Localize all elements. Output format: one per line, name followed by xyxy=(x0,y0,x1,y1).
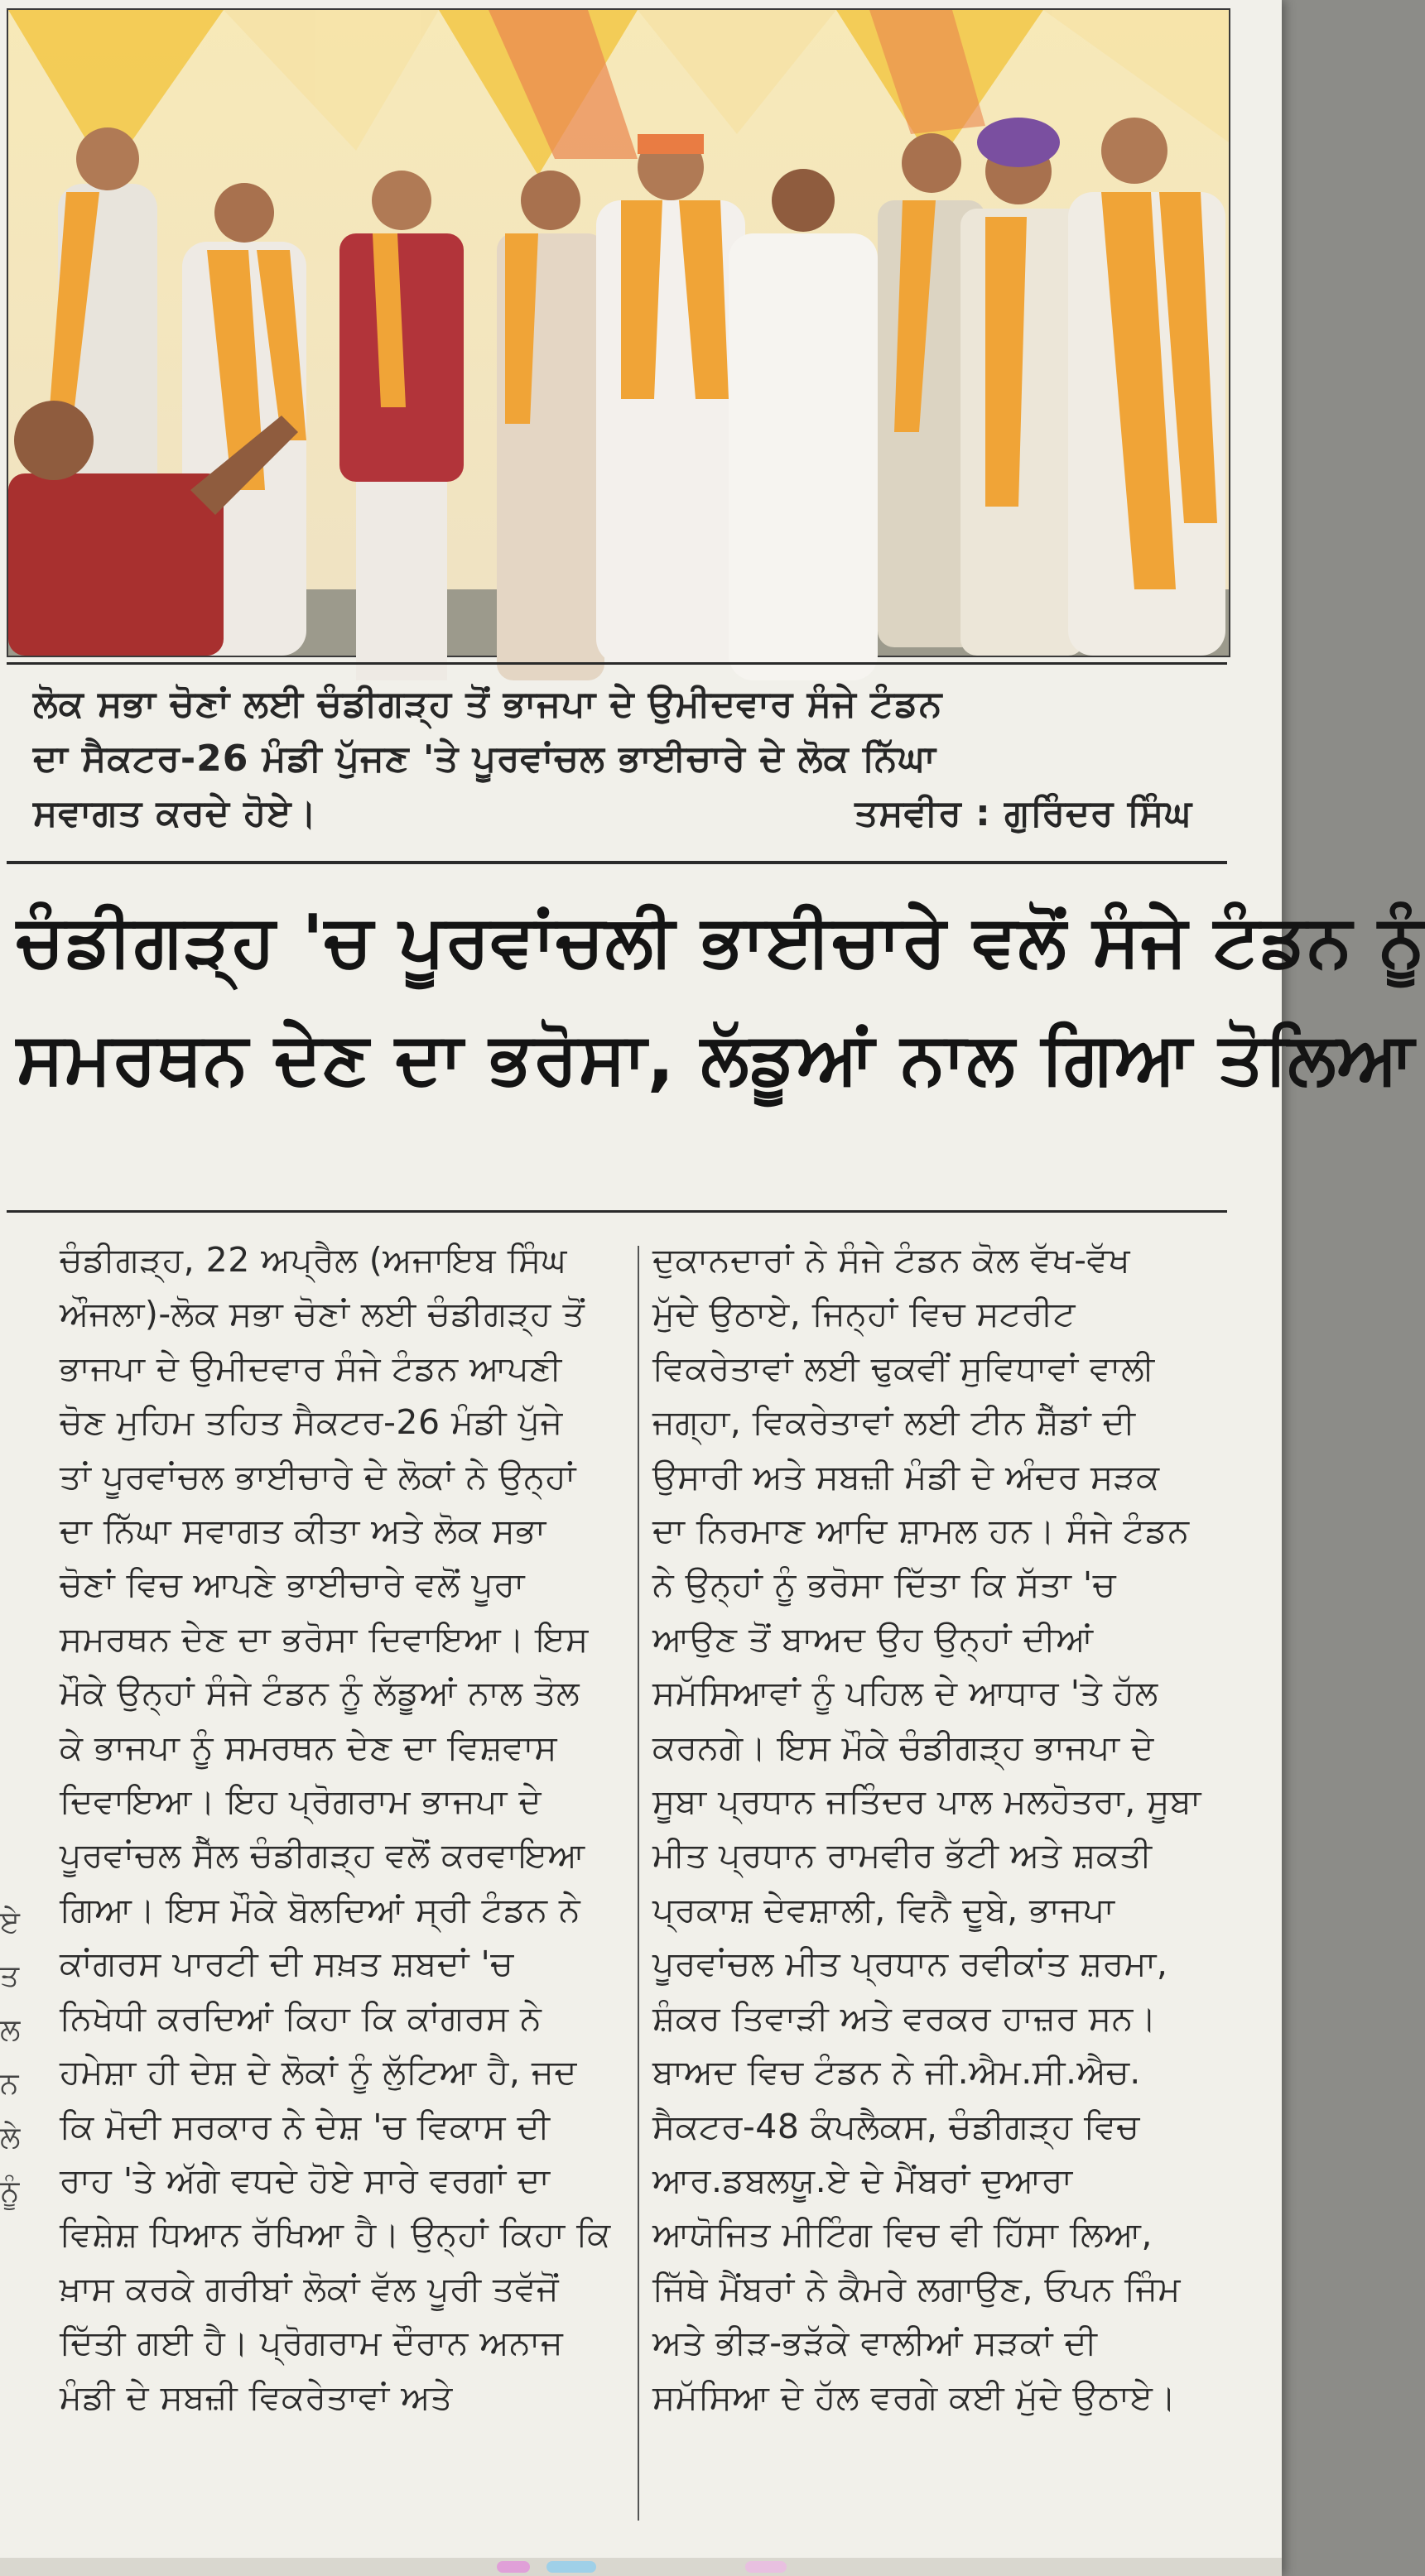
body-line: ਕੇ ਭਾਜਪਾ ਨੂੰ ਸਮਰਥਨ ਦੇਣ ਦਾ ਵਿਸ਼ਵਾਸ xyxy=(60,1727,558,1767)
edge-fragment: ਤ xyxy=(0,1959,20,1993)
color-mark xyxy=(546,2561,596,2573)
body-line: ਨਿਖੇਧੀ ਕਰਦਿਆਂ ਕਿਹਾ ਕਿ ਕਾਂਗਰਸ ਨੇ xyxy=(60,1997,542,2038)
body-line: ਨੇ ਉਨ੍ਹਾਂ ਨੂੰ ਭਰੋਸਾ ਦਿੱਤਾ ਕਿ ਸੱਤਾ 'ਚ xyxy=(652,1564,1116,1605)
body-line: ਭਾਜਪਾ ਦੇ ਉਮੀਦਵਾਰ ਸੰਜੇ ਟੰਡਨ ਆਪਣੀ xyxy=(60,1348,562,1388)
body-line: ਤਾਂ ਪੂਰਵਾਂਚਲ ਭਾਈਚਾਰੇ ਦੇ ਲੋਕਾਂ ਨੇ ਉਨ੍ਹਾਂ xyxy=(60,1456,576,1497)
body-line: ਦੁਕਾਨਦਾਰਾਂ ਨੇ ਸੰਜੇ ਟੰਡਨ ਕੋਲ ਵੱਖ-ਵੱਖ xyxy=(652,1240,1131,1280)
column-divider xyxy=(638,1246,639,2521)
body-line: ਆਯੋਜਿਤ ਮੀਟਿੰਗ ਵਿਚ ਵੀ ਹਿੱਸਾ ਲਿਆ, xyxy=(652,2214,1153,2255)
edge-fragment: ਲੇ xyxy=(0,2121,21,2155)
news-photo-illustration xyxy=(8,10,1229,656)
body-line: ਰਾਹ 'ਤੇ ਅੱਗੇ ਵਧਦੇ ਹੋਏ ਸਾਰੇ ਵਰਗਾਂ ਦਾ xyxy=(60,2160,551,2200)
body-line: ਦਾ ਨਿਰਮਾਣ ਆਦਿ ਸ਼ਾਮਲ ਹਨ। ਸੰਜੇ ਟੰਡਨ xyxy=(652,1511,1190,1551)
headline xyxy=(17,882,1425,1117)
caption-line: ਦਾ ਸੈਕਟਰ-26 ਮੰਡੀ ਪੁੱਜਣ 'ਤੇ ਪੂਰਵਾਂਚਲ ਭਾਈਚਾਰੇ ਦੇ ਲੋਕ ਨਿੱਘਾ xyxy=(33,738,936,780)
body-line: ਸਮੱਸਿਆ ਦੇ ਹੱਲ ਵਰਗੇ ਕਈ ਮੁੱਦੇ ਉਠਾਏ। xyxy=(652,2377,1177,2417)
photo-caption xyxy=(33,677,1225,841)
body-line: ਜਗ੍ਹਾ, ਵਿਕਰੇਤਾਵਾਂ ਲਈ ਟੀਨ ਸ਼ੈੱਡਾਂ ਦੀ xyxy=(652,1402,1136,1443)
body-line: ਪੂਰਵਾਂਚਲ ਮੀਤ ਪ੍ਰਧਾਨ ਰਵੀਕਾਂਤ ਸ਼ਰਮਾ, xyxy=(652,1944,1168,1984)
edge-fragment: ਨ xyxy=(0,2067,19,2101)
body-line: ਉਸਾਰੀ ਅਤੇ ਸਬਜ਼ੀ ਮੰਡੀ ਦੇ ਅੰਦਰ ਸੜਕ xyxy=(652,1456,1160,1497)
body-line: ਮੰਡੀ ਦੇ ਸਬਜ਼ੀ ਵਿਕਰੇਤਾਵਾਂ ਅਤੇ xyxy=(60,2377,453,2417)
body-line: ਚੰਡੀਗੜ੍ਹ, 22 ਅਪ੍ਰੈਲ (ਅਜਾਇਬ ਸਿੰਘ xyxy=(60,1240,567,1280)
news-photo xyxy=(7,8,1230,657)
body-line: ਦਿਵਾਇਆ। ਇਹ ਪ੍ਰੋਗਰਾਮ ਭਾਜਪਾ ਦੇ xyxy=(60,1781,542,1822)
adjacent-column-fragments xyxy=(0,1896,22,2218)
body-line: ਕਾਂਗਰਸ ਪਾਰਟੀ ਦੀ ਸਖ਼ਤ ਸ਼ਬਦਾਂ 'ਚ xyxy=(60,1944,514,1984)
body-line: ਚੋਣ ਮੁਹਿਮ ਤਹਿਤ ਸੈਕਟਰ-26 ਮੰਡੀ ਪੁੱਜੇ xyxy=(60,1402,563,1443)
body-line: ਪੂਰਵਾਂਚਲ ਸੈੱਲ ਚੰਡੀਗੜ੍ਹ ਵਲੋਂ ਕਰਵਾਇਆ xyxy=(60,1835,585,1876)
page-bottom-edge xyxy=(0,2558,1282,2576)
edge-fragment: ਲ xyxy=(0,2013,21,2047)
body-line: ਦਿੱਤੀ ਗਈ ਹੈ। ਪ੍ਰੋਗਰਾਮ ਦੌਰਾਨ ਅਨਾਜ xyxy=(60,2323,564,2363)
body-line: ਸੈਕਟਰ-48 ਕੰਪਲੈਕਸ, ਚੰਡੀਗੜ੍ਹ ਵਿਚ xyxy=(652,2106,1140,2146)
body-line: ਕਿ ਮੋਦੀ ਸਰਕਾਰ ਨੇ ਦੇਸ਼ 'ਚ ਵਿਕਾਸ ਦੀ xyxy=(60,2106,551,2146)
body-line: ਪ੍ਰਕਾਸ਼ ਦੇਵਸ਼ਾਲੀ, ਵਿਨੈ ਦੂਬੇ, ਭਾਜਪਾ xyxy=(652,1889,1115,1930)
body-line: ਜਿੱਥੇ ਮੈਂਬਰਾਂ ਨੇ ਕੈਮਰੇ ਲਗਾਉਣ, ਓਪਨ ਜਿੰਮ xyxy=(652,2268,1181,2309)
body-line: ਸ਼ੰਕਰ ਤਿਵਾੜੀ ਅਤੇ ਵਰਕਰ ਹਾਜ਼ਰ ਸਨ। xyxy=(652,1997,1157,2038)
color-mark xyxy=(497,2561,530,2573)
photo-rule xyxy=(7,662,1227,665)
edge-fragment: ਏ xyxy=(0,1906,20,1939)
caption-line: ਲੋਕ ਸਭਾ ਚੋਣਾਂ ਲਈ ਚੰਡੀਗੜ੍ਹ ਤੋਂ ਭਾਜਪਾ ਦੇ ਉਮੀਦਵਾਰ ਸੰਜੇ ਟੰਡਨ xyxy=(33,683,943,725)
body-line: ਸਮਰਥਨ ਦੇਣ ਦਾ ਭਰੋਸਾ ਦਿਵਾਇਆ। ਇਸ xyxy=(60,1618,589,1659)
body-line: ਖ਼ਾਸ ਕਰਕੇ ਗਰੀਬਾਂ ਲੋਕਾਂ ਵੱਲ ਪੂਰੀ ਤਵੱਜੋਂ xyxy=(60,2268,560,2309)
headline-line: ਸਮਰਥਨ ਦੇਣ ਦਾ ਭਰੋਸਾ, ਲੱਡੂਆਂ ਨਾਲ ਗਿਆ ਤੋਲਿਆ xyxy=(17,1017,1415,1100)
caption-credit-line xyxy=(33,786,1225,841)
color-mark xyxy=(745,2561,787,2573)
article-column-left xyxy=(60,1233,631,2425)
body-line: ਬਾਅਦ ਵਿਚ ਟੰਡਨ ਨੇ ਜੀ.ਐਮ.ਸੀ.ਐਚ. xyxy=(652,2052,1141,2093)
photo-credit: ਤਸਵੀਰ : ਗੁਰਿੰਦਰ ਸਿੰਘ xyxy=(855,792,1192,834)
caption-rule xyxy=(7,861,1227,864)
body-line: ਆਰ.ਡਬਲਯੂ.ਏ ਦੇ ਮੈਂਬਰਾਂ ਦੁਆਰਾ xyxy=(652,2160,1073,2200)
article-column-right xyxy=(652,1233,1242,2425)
body-line: ਕਰਨਗੇ। ਇਸ ਮੌਕੇ ਚੰਡੀਗੜ੍ਹ ਭਾਜਪਾ ਦੇ xyxy=(652,1727,1154,1767)
headline-rule xyxy=(7,1210,1227,1213)
body-line: ਹਮੇਸ਼ਾ ਹੀ ਦੇਸ਼ ਦੇ ਲੋਕਾਂ ਨੂੰ ਲੁੱਟਿਆ ਹੈ, ਜਦ xyxy=(60,2052,577,2093)
body-line: ਮੁੱਦੇ ਉਠਾਏ, ਜਿਨ੍ਹਾਂ ਵਿਚ ਸਟਰੀਟ xyxy=(652,1294,1076,1334)
body-line: ਵਿਸ਼ੇਸ਼ ਧਿਆਨ ਰੱਖਿਆ ਹੈ। ਉਨ੍ਹਾਂ ਕਿਹਾ ਕਿ xyxy=(60,2214,611,2255)
body-line: ਅਤੇ ਭੀੜ-ਭੜੱਕੇ ਵਾਲੀਆਂ ਸੜਕਾਂ ਦੀ xyxy=(652,2323,1098,2363)
body-line: ਵਿਕਰੇਤਾਵਾਂ ਲਈ ਢੁਕਵੀਂ ਸੁਵਿਧਾਵਾਂ ਵਾਲੀ xyxy=(652,1348,1155,1388)
body-line: ਸਮੱਸਿਆਵਾਂ ਨੂੰ ਪਹਿਲ ਦੇ ਆਧਾਰ 'ਤੇ ਹੱਲ xyxy=(652,1673,1158,1713)
body-line: ਸੂਬਾ ਪ੍ਰਧਾਨ ਜਤਿੰਦਰ ਪਾਲ ਮਲਹੋਤਰਾ, ਸੂਬਾ xyxy=(652,1781,1201,1822)
headline-line: ਚੰਡੀਗੜ੍ਹ 'ਚ ਪੂਰਵਾਂਚਲੀ ਭਾਈਚਾਰੇ ਵਲੋਂ ਸੰਜੇ ਟੰਡਨ ਨੂੰ xyxy=(17,900,1425,983)
body-line: ਚੋਣਾਂ ਵਿਚ ਆਪਣੇ ਭਾਈਚਾਰੇ ਵਲੋਂ ਪੂਰਾ xyxy=(60,1564,525,1605)
edge-fragment: ਨੂੰ xyxy=(0,2175,20,2208)
body-line: ਔਜਲਾ)-ਲੋਕ ਸਭਾ ਚੋਣਾਂ ਲਈ ਚੰਡੀਗੜ੍ਹ ਤੋਂ xyxy=(60,1294,585,1334)
body-line: ਦਾ ਨਿੱਘਾ ਸਵਾਗਤ ਕੀਤਾ ਅਤੇ ਲੋਕ ਸਭਾ xyxy=(60,1511,546,1551)
body-line: ਆਉਣ ਤੋਂ ਬਾਅਦ ਉਹ ਉਨ੍ਹਾਂ ਦੀਆਂ xyxy=(652,1618,1094,1659)
caption-last-line: ਸਵਾਗਤ ਕਰਦੇ ਹੋਏ। xyxy=(33,792,318,834)
body-line: ਗਿਆ। ਇਸ ਮੌਕੇ ਬੋਲਦਿਆਂ ਸ੍ਰੀ ਟੰਡਨ ਨੇ xyxy=(60,1889,581,1930)
body-line: ਮੌਕੇ ਉਨ੍ਹਾਂ ਸੰਜੇ ਟੰਡਨ ਨੂੰ ਲੱਡੂਆਂ ਨਾਲ ਤੋਲ xyxy=(60,1673,580,1713)
body-line: ਮੀਤ ਪ੍ਰਧਾਨ ਰਾਮਵੀਰ ਭੱਟੀ ਅਤੇ ਸ਼ਕਤੀ xyxy=(652,1835,1153,1876)
